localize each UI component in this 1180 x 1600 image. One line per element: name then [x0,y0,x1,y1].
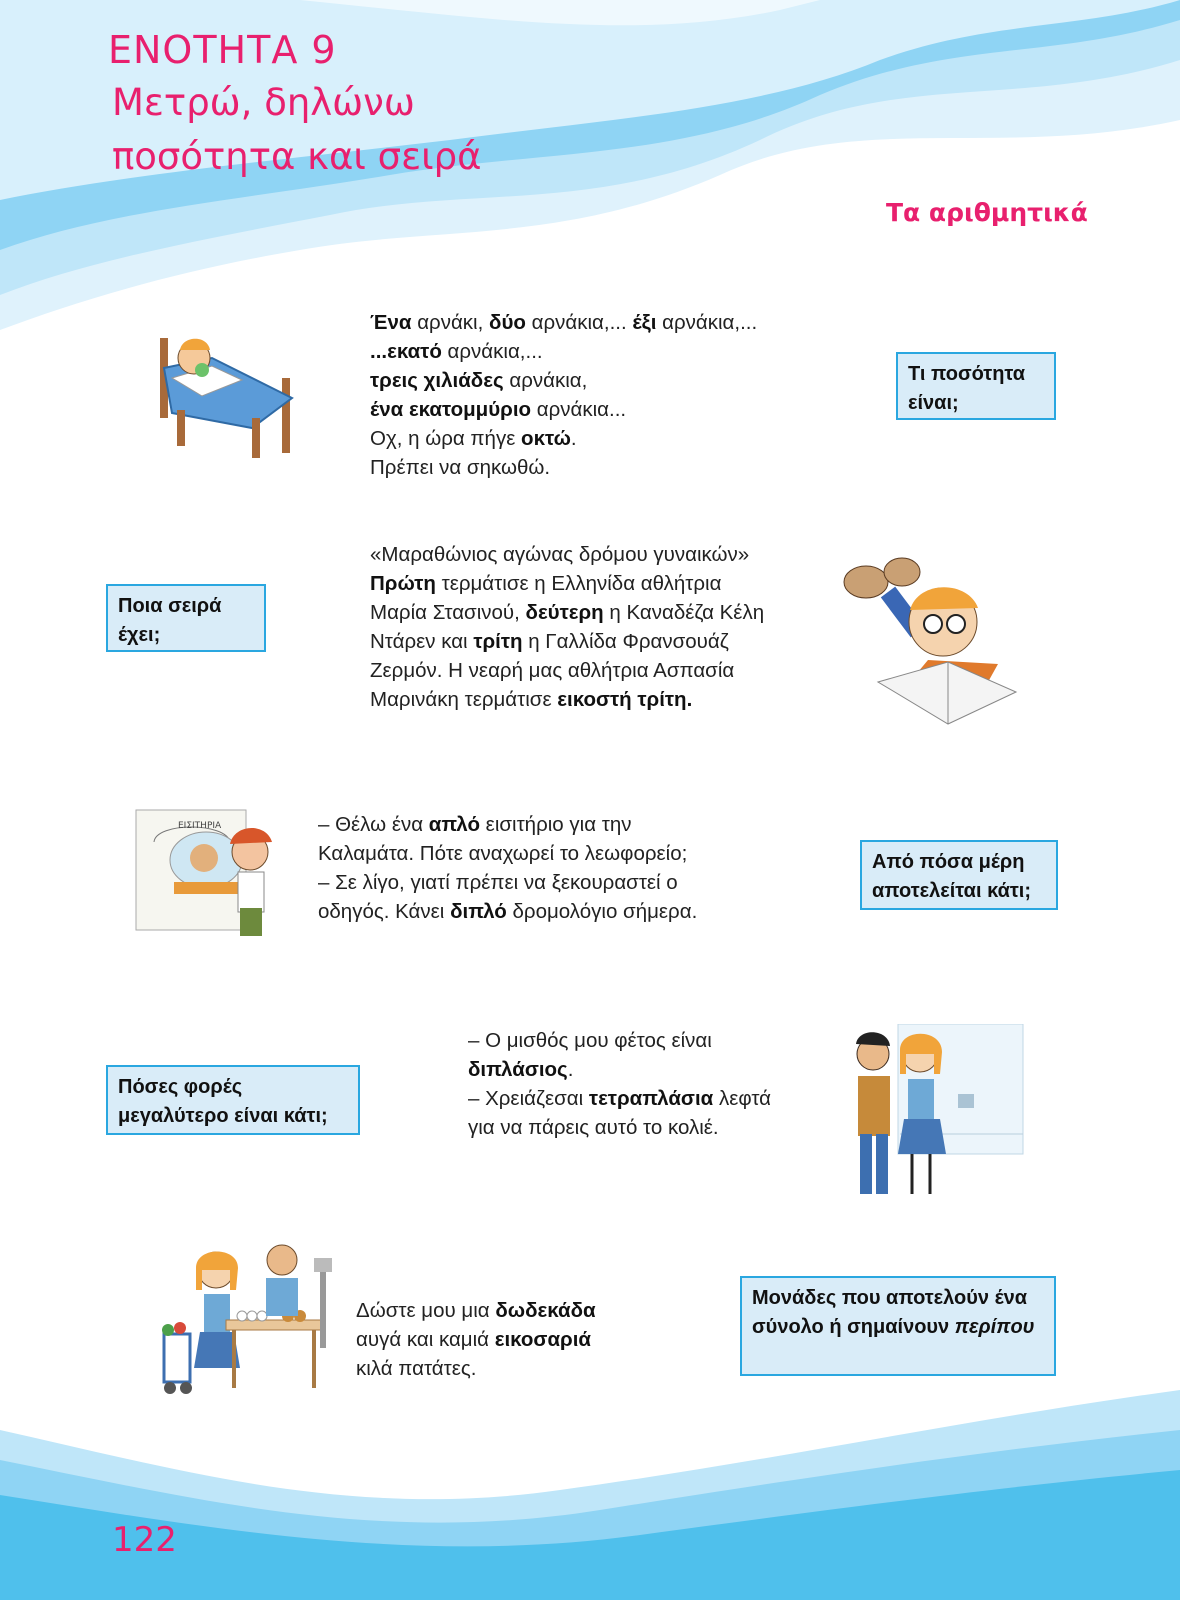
topic-heading: Τα αριθμητικά [886,198,1088,227]
text-line [370,308,830,337]
text-line [370,598,840,627]
text-line [370,366,830,395]
text-segment: Ντάρεν και [370,630,474,653]
text-segment: αρνάκι, [411,311,490,334]
text-segment: τερμάτισε η Ελληνίδα αθλήτρια [435,572,722,595]
text-segment: κιλά πατάτες. [356,1357,477,1380]
text-segment: οδηγός. Κάνει [318,900,451,923]
text-segment: – Χρειάζεσαι [468,1087,589,1110]
boy-reading-illustration [838,552,1028,730]
text-line [370,627,840,656]
text-segment: για να πάρεις αυτό το κολιέ. [468,1116,719,1139]
question-box-groups [740,1276,1056,1376]
text-line [370,337,830,366]
text-line [468,1084,828,1113]
text-segment: η Καναδέζα Κέλη [603,601,765,624]
text-line [370,424,830,453]
text-line [318,897,778,926]
bold-numeral: διπλό [450,900,507,923]
section-2-text [370,540,840,714]
text-segment: αρνάκια... [531,398,627,421]
text-segment: – Ο μισθός μου φέτος είναι [468,1029,712,1052]
bold-numeral: τρεις χιλιάδες [370,369,504,392]
text-line [318,868,778,897]
unit-subtitle-line2: ποσότητα και σειρά [112,135,482,178]
text-segment: Μαρία Στασινού, [370,601,526,624]
boy-in-bed-illustration [152,318,304,458]
text-line [468,1113,828,1142]
text-segment: αυγά και καμιά [356,1328,495,1351]
text-segment: . [570,427,577,450]
section-5-text [356,1296,686,1383]
text-segment: εισιτήριο για την [479,813,632,836]
section-1-text [370,308,830,482]
text-line [468,1055,828,1084]
question-groups-emphasis: περίπου [954,1316,1035,1338]
text-line [370,453,830,482]
text-segment: αρνάκια,... [441,340,543,363]
text-segment: . [567,1058,574,1081]
text-line [318,839,778,868]
text-line [318,810,778,839]
question-box-quantity: Τι ποσότητα είναι; [896,352,1056,420]
text-segment: λεφτά [713,1087,771,1110]
bold-numeral: δεύτερη [525,601,604,624]
question-groups-text: Μονάδες που αποτελούν ένα σύνολο ή σημαίνουν [752,1287,1028,1338]
unit-title: ΕΝΟΤΗΤΑ 9 [108,28,337,72]
text-segment: αρνάκια,... [656,311,758,334]
text-segment: δρομολόγιο σήμερα. [506,900,698,923]
text-segment: αρνάκια,... [525,311,633,334]
bold-numeral: ...εκατό [370,340,442,363]
bold-numeral: εικοσαριά [494,1328,592,1351]
text-line [370,569,840,598]
bold-numeral: απλό [428,813,480,836]
text-segment: Ζερμόν. Η νεαρή μας αθλήτρια Ασπασία [370,659,735,682]
page-number: 122 [112,1520,177,1560]
section-3-text [318,810,778,926]
bold-numeral: δύο [489,311,526,334]
question-box-times: Πόσες φορές μεγαλύτερο είναι κάτι; [106,1065,360,1135]
text-line [356,1325,686,1354]
text-segment: – Θέλω ένα [318,813,429,836]
text-segment: – Σε λίγο, γιατί πρέπει να ξεκουραστεί ο [318,871,678,894]
bold-numeral: διπλάσιος [468,1058,568,1081]
unit-subtitle-line1: Μετρώ, δηλώνω [112,81,415,124]
text-segment: η Γαλλίδα Φρανσουάζ [522,630,729,653]
market-stall-illustration [150,1238,340,1406]
bold-numeral: δωδεκάδα [495,1299,596,1322]
section-4-text [468,1026,828,1142]
bold-numeral: έξι [632,311,657,334]
text-segment: Πρέπει να σηκωθώ. [370,456,551,479]
bold-numeral: Ένα [370,311,412,334]
bold-numeral: τετραπλάσια [588,1087,714,1110]
question-box-parts: Από πόσα μέρη αποτελείται κάτι; [860,840,1058,910]
text-line [370,656,840,685]
ticket-office-illustration [126,800,286,948]
bold-numeral: οκτώ [521,427,571,450]
text-segment: Δώστε μου μια [356,1299,496,1322]
question-box-order: Ποια σειρά έχει; [106,584,266,652]
text-line [370,540,840,569]
text-segment: Καλαμάτα. Πότε αναχωρεί το λεωφορείο; [318,842,688,865]
unit-subtitle [112,76,481,184]
text-line [356,1354,686,1383]
bold-numeral: ένα εκατομμύριο [370,398,532,421]
text-segment: Οχ, η ώρα πήγε [370,427,522,450]
text-line [370,395,830,424]
ticket-sign: ΕΙΣΙΤΗΡΙΑ [178,821,222,831]
bold-numeral: εικοστή τρίτη. [557,688,693,711]
couple-at-shop-window-illustration [848,1024,1028,1204]
text-segment: «Μαραθώνιος αγώνας δρόμου γυναικών» [370,543,750,566]
bold-numeral: τρίτη [473,630,523,653]
text-line [468,1026,828,1055]
text-segment: αρνάκια, [503,369,588,392]
bold-numeral: Πρώτη [370,572,436,595]
text-segment: Μαρινάκη τερμάτισε [370,688,558,711]
text-line [356,1296,686,1325]
text-line [370,685,840,714]
